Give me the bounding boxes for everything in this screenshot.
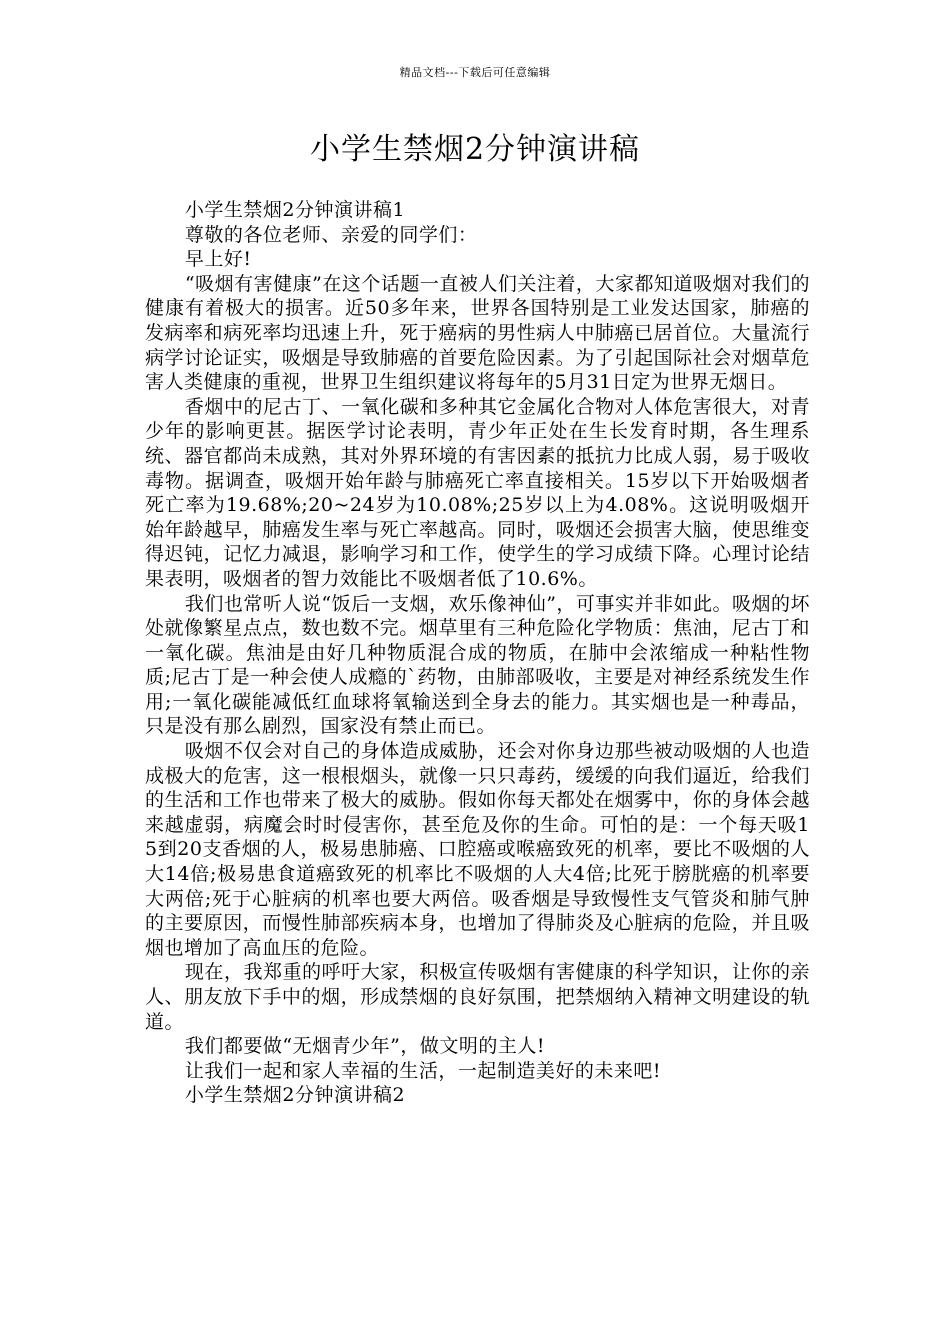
header-note: 精品文档---下载后可任意编辑 (399, 66, 551, 79)
paragraph: “吸烟有害健康”在这个话题一直被人们关注着，大家都知道吸烟对我们的健康有着极大的损害。近50多年来，世界各国特别是工业发达国家，肺癌的发病率和病死率均迅速上升，死于癌病的男性病人中肺癌已居首位。大量流行病学讨论证实，吸烟是导致肺癌的首要危险因素。为了引起国际社会对烟草危害人类健康的重视，世界卫生组织建议将每年的5月31日定为世界无烟日。 (145, 272, 810, 394)
paragraph: 我们也常听人说“饭后一支烟，欢乐像神仙”，可事实并非如此。吸烟的坏处就像繁星点点，数也数不完。烟草里有三种危险化学物质：焦油，尼古丁和一氧化碳。焦油是由好几种物质混合成的物质，在肺中会浓缩成一种粘性物质;尼古丁是一种会使人成瘾的`药物，由肺部吸收，主要是对神经系统发生作用;一氧化碳能减低红血球将氧输送到全身去的能力。其实烟也是一种毒品，只是没有那么剧烈，国家没有禁止而已。 (145, 592, 810, 738)
paragraph: 让我们一起和家人幸福的生活，一起制造美好的未来吧! (184, 1059, 662, 1082)
greeting-audience: 尊敬的各位老师、亲爱的同学们： (184, 223, 478, 246)
document-body (145, 198, 810, 1108)
paragraph: 吸烟不仅会对自己的身体造成威胁，还会对你身边那些被动吸烟的人也造成极大的危害，这一根根烟头，就像一只只毒药，缓缓的向我们逼近，给我们的生活和工作也带来了极大的威胁。假如你每天都处在烟雾中，你的身体会越来越虚弱，病魔会时时侵害你，甚至危及你的生命。可怕的是：一个每天吸15到20支香烟的人，极易患肺癌、口腔癌或喉癌致死的机率，要比不吸烟的人大14倍;极易患食道癌致死的机率比不吸烟的人大4倍;比死于膀胱癌的机率要大两倍;死于心脏病的机率也要大两倍。吸香烟是导致慢性支气管炎和肺气肿的主要原因，而慢性肺部疾病本身，也增加了得肺炎及心脏病的危险，并且吸烟也增加了高血压的危险。 (145, 740, 810, 959)
paragraph: 现在，我郑重的呼吁大家，积极宣传吸烟有害健康的科学知识，让你的亲人、朋友放下手中的烟，形成禁烟的良好氛围，把禁烟纳入精神文明建设的轨道。 (145, 961, 810, 1033)
paragraph: 我们都要做“无烟青少年”，做文明的主人! (184, 1035, 545, 1058)
speech-heading-2: 小学生禁烟2分钟演讲稿2 (184, 1084, 406, 1107)
document-title: 小学生禁烟2分钟演讲稿 (309, 132, 641, 167)
greeting-morning: 早上好! (184, 248, 252, 271)
paragraph: 香烟中的尼古丁、一氧化碳和多种其它金属化合物对人体危害很大，对青少年的影响更甚。据医学讨论表明，青少年正处在生长发育时期，各生理系统、器官都尚未成熟，其对外界环境的有害因素的抵抗力比成人弱，易于吸收毒物。据调查，吸烟开始年龄与肺癌死亡率直接相关。15岁以下开始吸烟者死亡率为19.68%;20~24岁为10.08%;25岁以上为4.08%。这说明吸烟开始年龄越早，肺癌发生率与死亡率越高。同时，吸烟还会损害大脑，使思维变得迟钝，记忆力减退，影响学习和工作，使学生的学习成绩下降。心理讨论结果表明，吸烟者的智力效能比不吸烟者低了10.6%。 (145, 395, 810, 590)
speech-heading-1: 小学生禁烟2分钟演讲稿1 (184, 199, 406, 221)
